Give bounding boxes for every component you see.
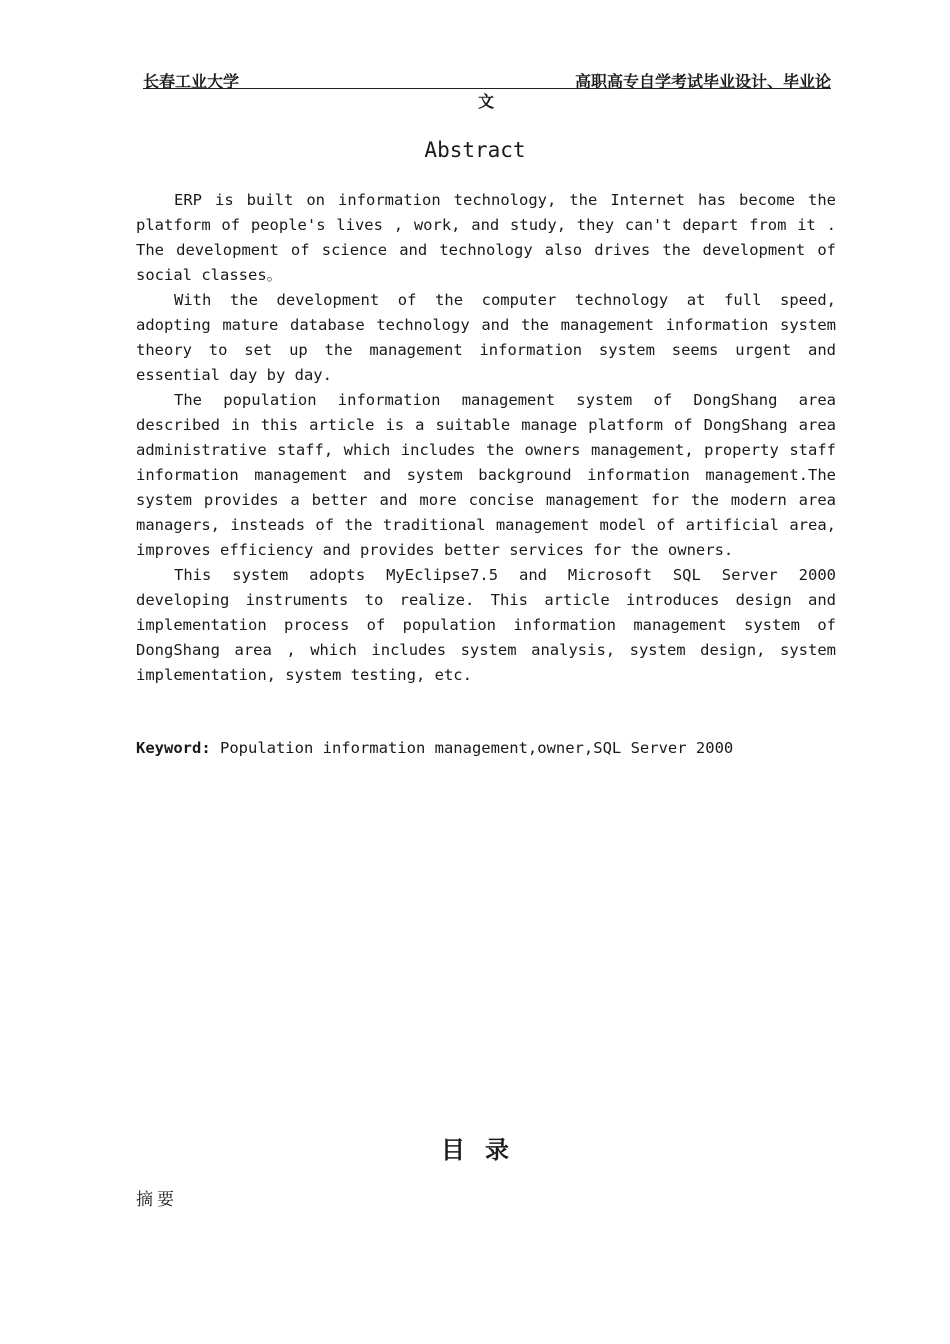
abstract-paragraph-1: ERP is built on information technology, the Internet has become the platform of people's lives , work, and study, they can't depart from it . The development of science and technology also drives the development of social classes。 — [136, 191, 836, 284]
abstract-paragraph-3: The population information management system of DongShang area described in this article is a suitable manage platform of DongShang area administrative staff, which includes the owners management, property staff information management and system background information management.The system provides a better and more concise management for the modern area managers, insteads of the traditional management model of artificial area, improves efficiency and provides better services for the owners. — [136, 391, 836, 559]
keyword-list: Population information management,owner,SQL Server 2000 — [210, 739, 734, 757]
abstract-title: Abstract — [424, 138, 526, 162]
header-university: 长春工业大学 — [143, 72, 240, 91]
abstract-body — [136, 188, 836, 688]
header-document-type-wrap: 文 — [478, 92, 495, 111]
abstract-paragraph-4: This system adopts MyEclipse7.5 and Microsoft SQL Server 2000 developing instruments to realize. This article introduces design and implementation process of population information management system of DongShang area , which includes system analysis, system design, system implementation, system testing, etc. — [136, 566, 836, 684]
keyword-line — [136, 736, 836, 761]
toc-title: 目录 — [441, 1136, 529, 1164]
page-header — [143, 68, 831, 89]
keyword-label: Keyword: — [136, 739, 211, 757]
abstract-paragraph-2: With the development of the computer technology at full speed, adopting mature database technology and the management information system theory to set up the management information system seems urgent and essential day by day. — [136, 291, 836, 384]
toc-item-abstract: 摘要 — [136, 1190, 178, 1210]
header-document-type: 高职高专自学考试毕业设计、毕业论 — [574, 72, 831, 91]
